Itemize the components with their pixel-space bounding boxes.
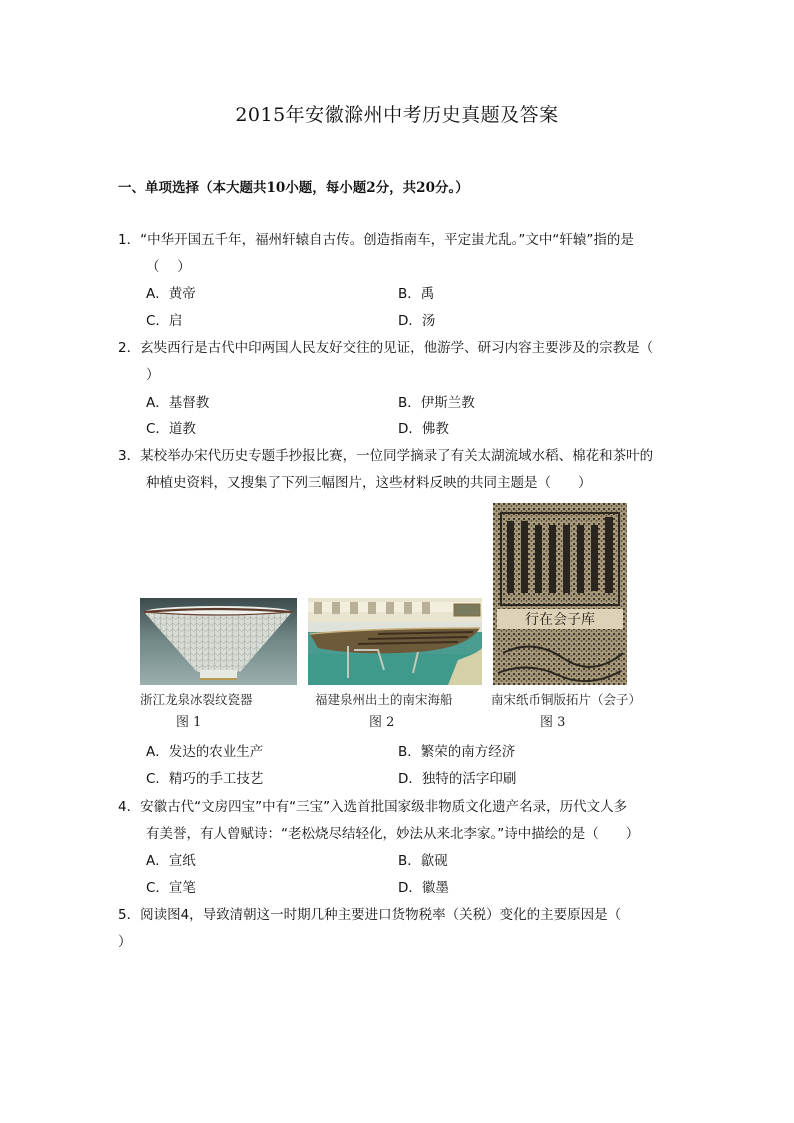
figure-2-caption: 福建泉州出土的南宋海船 (315, 692, 453, 707)
question-1-text-line-1: 1．“中华开国五千年，福州轩辕自古传。创造指南车，平定蚩尤乱。”文中“轩辕”指的是 (118, 232, 634, 248)
bowl-image (140, 598, 297, 685)
question-2-text-line-2: ） (146, 367, 160, 383)
question-3-option-a: A．发达的农业生产 (146, 744, 264, 760)
section-heading: 一、单项选择（本大题共10小题，每小题2分，共20分。） (118, 180, 469, 196)
figure-1-caption: 浙江龙泉冰裂纹瓷器 (140, 692, 253, 707)
question-1-option-c: C．启 (146, 313, 183, 329)
ship-image (308, 598, 482, 685)
question-4-text-line-2: 有美誉，有人曾赋诗：“老松烧尽结轻化，妙法从来北李家。”诗中描绘的是（ ） (146, 826, 640, 842)
question-4-option-b: B．歙砚 (398, 853, 448, 869)
question-1-option-a: A．黄帝 (146, 286, 196, 302)
question-2-option-c: C．道教 (146, 421, 196, 437)
question-3-option-c: C．精巧的手工技艺 (146, 771, 264, 787)
banknote-printed-text: 行在会子库 (525, 612, 595, 628)
question-2-option-b: B．伊斯兰教 (398, 395, 475, 411)
question-1-answer-blank: （ ） (146, 259, 191, 275)
banknote-image (493, 503, 627, 685)
question-1-option-d: D．汤 (398, 313, 436, 329)
question-3-option-d: D．独特的活字印刷 (398, 771, 517, 787)
question-5-text-line-2: ） (118, 934, 132, 950)
question-3-text-line-2: 种植史资料，又搜集了下列三幅图片，这些材料反映的共同主题是（ ） (146, 475, 592, 491)
figure-3-label: 图 3 (540, 715, 566, 730)
question-2-option-a: A．基督教 (146, 395, 210, 411)
question-5-text-line-1: 5．阅读图4，导致清朝这一时期几种主要进口货物税率（关税）变化的主要原因是（ (118, 907, 622, 923)
question-2-option-d: D．佛教 (398, 421, 449, 437)
figure-2-label: 图 2 (369, 715, 395, 730)
question-3-option-b: B．繁荣的南方经济 (398, 744, 516, 760)
question-1-option-b: B．禹 (398, 286, 435, 302)
question-3-text-line-1: 3．某校举办宋代历史专题手抄报比赛，一位同学摘录了有关太湖流域水稻、棉花和茶叶的 (118, 448, 654, 464)
page-title: 2015年安徽滁州中考历史真题及答案 (235, 104, 559, 126)
question-4-option-d: D．徽墨 (398, 880, 449, 896)
figure-3-caption: 南宋纸币铜版拓片（会子） (491, 692, 642, 707)
question-4-text-line-1: 4．安徽古代“文房四宝”中有“三宝”入选首批国家级非物质文化遗产名录，历代文人多 (118, 799, 628, 815)
question-4-option-c: C．宣笔 (146, 880, 196, 896)
figure-1-label: 图 1 (176, 715, 202, 730)
question-2-text-line-1: 2．玄奘西行是古代中印两国人民友好交往的见证，他游学、研习内容主要涉及的宗教是（ (118, 340, 654, 356)
question-4-option-a: A．宣纸 (146, 853, 196, 869)
